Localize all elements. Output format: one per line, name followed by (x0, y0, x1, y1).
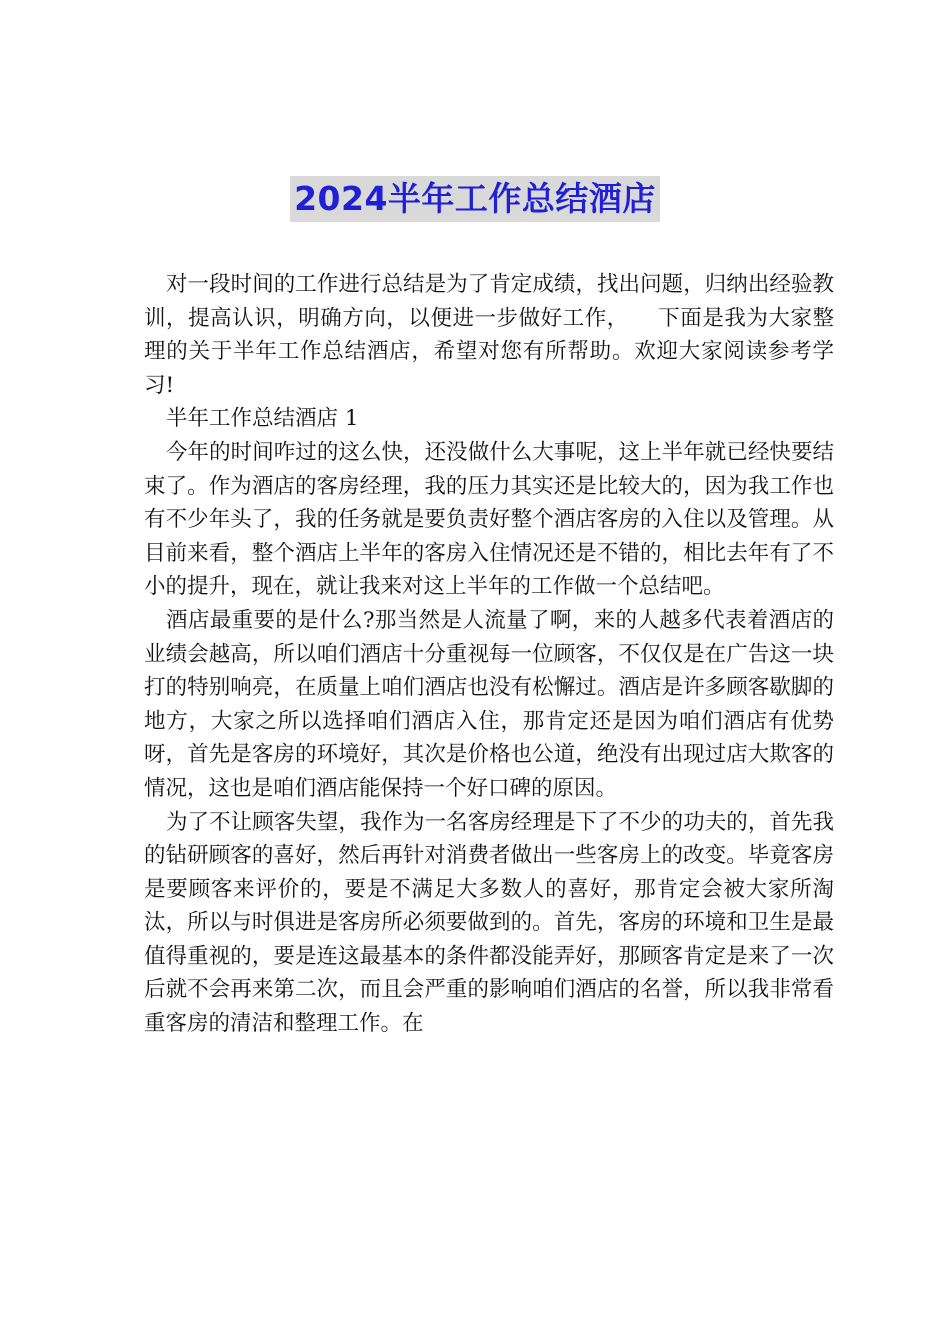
paragraph-1: 今年的时间咋过的这么快，还没做什么大事呢，这上半年就已经快要结束了。作为酒店的客房经理，我的压力其实还是比较大的，因为我工作也有不少年头了，我的任务就是要负责好整个酒店客房的入住以及管理。从目前来看，整个酒店上半年的客房入住情况还是不错的，相比去年有了不小的提升，现在，就让我来对这上半年的工作做一个总结吧。 (144, 439, 834, 600)
section-heading: 半年工作总结酒店 1 (166, 406, 359, 432)
paragraph-3: 为了不让顾客失望，我作为一名客房经理是下了不少的功夫的，首先我的钻研顾客的喜好，然后再针对消费者做出一些客房上的改变。毕竟客房是要顾客来评价的，要是不满足大多数人的喜好，那肯定会被大家所淘汰，所以与时俱进是客房所必须要做到的。首先，客房的环境和卫生是最值得重视的，要是连这最基本的条件都没能弄好，那顾客肯定是来了一次后就不会再来第二次，而且会严重的影响咱们酒店的名誉，所以我非常看重客房的清洁和整理工作。在 (144, 809, 834, 1037)
paragraph-2: 酒店最重要的是什么?那当然是人流量了啊，来的人越多代表着酒店的业绩会越高，所以咱们酒店十分重视每一位顾客，不仅仅是在广告这一块打的特别响亮，在质量上咱们酒店也没有松懈过。酒店是许多顾客歇脚的地方，大家之所以选择咱们酒店入住，那肯定还是因为咱们酒店有优势呀，首先是客房的环境好，其次是价格也公道，绝没有出现过店大欺客的情况，这也是咱们酒店能保持一个好口碑的原因。 (144, 607, 834, 801)
paragraph-intro: 对一段时间的工作进行总结是为了肯定成绩，找出问题，归纳出经验教训，提高认识，明确方向，以便进一步做好工作， 下面是我为大家整理的关于半年工作总结酒店，希望对您有所帮助。欢迎大家阅读参考学习! (144, 272, 834, 398)
document-title: 2024半年工作总结酒店 (290, 176, 660, 222)
document-body (144, 268, 834, 1041)
title-container (0, 176, 950, 222)
